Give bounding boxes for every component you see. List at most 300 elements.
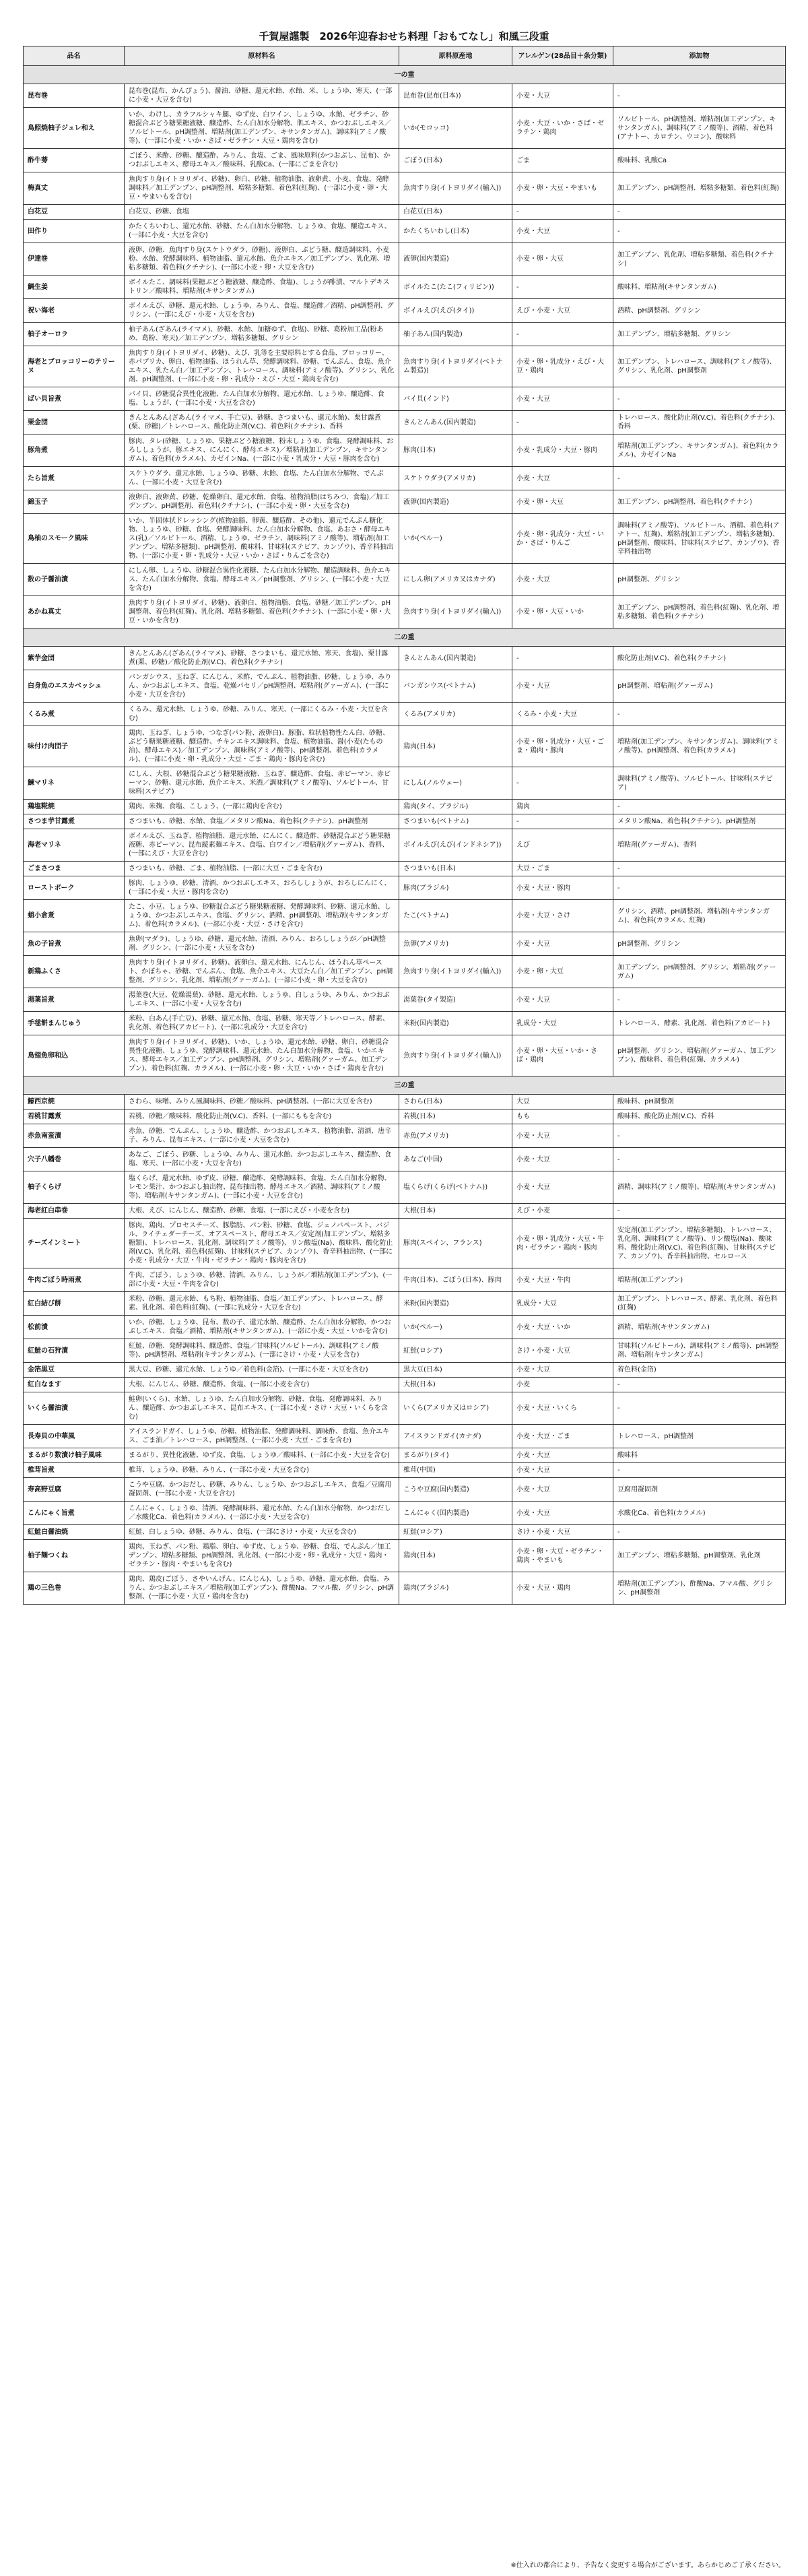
allergen-cell: 小麦・卵・乳成分・大豆・いか・さば・りんご [512,514,613,564]
additives-cell: 安定剤(加工デンプン、増粘多糖類)、トレハロース、乳化剤、調味料(アミノ酸等)、リン酸塩(Na)、酸味料、酸化防止剤(V.C)、着色料(紅麹)、甘味料(ステビア、カンゾウ)、香辛料抽出物、セルロース [613,1219,786,1268]
table-row [24,323,786,346]
table-row [24,1463,786,1478]
origin-cell: 大根(日本) [399,1378,512,1392]
additives-cell: - [613,387,786,411]
origin-cell: いか(ペルー) [399,1316,512,1339]
allergen-cell: 小麦・卵・大豆 [512,243,613,276]
additives-cell: 加工デンプン、pH調整剤、グリシン、増粘剤(グァーガム) [613,956,786,988]
ingredients-cell: 塩くらげ、還元水飴、ゆず皮、砂糖、醸造酢、発酵調味料、食塩、たん白加水分解物、レモン果汁、かつおぶし抽出物、昆布抽出物、酵母エキス／酒精、調味料(アミノ酸等)、増粘剤(キサンタンガム)、(一部に小麦・大豆を含む) [125,1171,399,1204]
product-name-cell: 赤魚南蛮漬 [24,1124,125,1148]
additives-cell: 加工デンプン、pH調整剤、着色料(クチナシ) [613,490,786,514]
ingredients-cell: まるがり、異性化液糖、ゆず皮、食塩、しょうゆ／酸味料、(一部に小麦・大豆を含む) [125,1448,399,1463]
table-row [24,1425,786,1448]
table-row [24,1268,786,1292]
origin-cell: 豚肉(ブラジル) [399,876,512,900]
table-row [24,1540,786,1572]
additives-cell: 着色料(金箔) [613,1363,786,1378]
allergen-cell: 小麦・大豆・牛肉 [512,1268,613,1292]
origin-cell: ボイルたこ(たこ(フィリピン)) [399,276,512,299]
allergen-cell: 小麦・卵・大豆・やまいも [512,172,613,205]
table-row [24,276,786,299]
allergen-cell: 小麦・卵・乳成分・大豆・牛肉・ゼラチン・鶏肉・豚肉 [512,1219,613,1268]
ingredients-cell: 鶏肉、米麹、食塩、こしょう、(一部に鶏肉を含む) [125,800,399,814]
ingredients-cell: ボイルえび、玉ねぎ、植物油脂、還元水飴、にんにく、醸造酢、砂糖混合ぶどう糖果糖液糖、赤ピーマン、昆布縦素麺エキス、食塩、白ワイン／増粘剤(グァーガム)、香料、(一部にえび・大豆を含む) [125,829,399,862]
additives-cell: - [613,988,786,1012]
additives-cell: グリシン、酒精、pH調整剤、増粘剤(キサンタンガム)、着色料(カラメル、紅麹) [613,900,786,932]
table-row [24,149,786,172]
table-row [24,1124,786,1148]
additives-cell: - [613,84,786,108]
product-name-cell: 海老とブロッコリーのテリーヌ [24,346,125,387]
table-row [24,703,786,726]
origin-cell: さつまいも(ベトナム) [399,814,512,829]
product-name-cell: まるがり数漬け柚子風味 [24,1448,125,1463]
origin-cell: いか(モロッコ) [399,108,512,149]
ingredients-cell: いか、砂糖、しょうゆ、昆布、数の子、還元水飴、醸造酢、たん白加水分解物、かつおぶしエキス、食塩／酒精、増粘剤(キサンタンガム)、(一部に小麦・大豆・いかを含む) [125,1316,399,1339]
product-name-cell: 新鶏ふくさ [24,956,125,988]
additives-cell: 加工デンプン、トレハロース、調味料(アミノ酸等)、グリシン、乳化剤、pH調整剤 [613,346,786,387]
allergen-cell: 小麦・大豆・鶏肉 [512,1572,613,1605]
origin-cell: 紅鮭(ロシア) [399,1525,512,1540]
product-name-cell: 若桃甘露煮 [24,1109,125,1124]
table-row [24,1363,786,1378]
product-name-cell: 寿高野豆腐 [24,1478,125,1502]
origin-cell: 黒大豆(日本) [399,1363,512,1378]
allergen-cell: さけ・小麦・大豆 [512,1525,613,1540]
table-row [24,1204,786,1219]
ingredients-cell: 黒大豆、砂糖、還元水飴、しょうゆ／着色料(金箔)、(一部に小麦・大豆を含む) [125,1363,399,1378]
origin-cell: まるがり(タイ) [399,1448,512,1463]
ingredients-cell: アイスランドガイ、しょうゆ、砂糖、植物油脂、発酵調味料、調味酢、食塩、魚介エキス、ごま油／トレハロース、pH調整剤、(一部に小麦・大豆・ごまを含む) [125,1425,399,1448]
product-name-cell: 田作り [24,220,125,243]
additives-cell: 増粘剤(加工デンプン、キサンタンガム)、着色料(カラメル)、カゼインNa [613,434,786,467]
allergen-cell: 大豆・ごま [512,862,613,876]
allergen-cell: えび・小麦 [512,1204,613,1219]
origin-cell: 魚肉すり身(イトヨリダイ(輸入)) [399,596,512,629]
table-row [24,1378,786,1392]
additives-cell: pH調整剤、増粘剤(グァーガム) [613,670,786,703]
table-row [24,434,786,467]
additives-cell: - [613,1463,786,1478]
ingredients-cell: たこ、小豆、しょうゆ、砂糖混合ぶどう糖果糖液糖、発酵調味料、砂糖、還元水飴、しょうゆ、かつおぶしエキス、食塩、グリシン、酒精、pH調整剤、増粘剤(キサンタンガム)、着色料(カラメル)、(一部に小麦・大豆・さけを含む) [125,900,399,932]
product-name-cell: ばい貝旨煮 [24,387,125,411]
document-title: 千賀屋謹製 2026年迎春おせち料理「おもてなし」和風三段重 [259,30,549,42]
origin-cell: バイ貝(インド) [399,387,512,411]
product-name-cell: 鰊マリネ [24,767,125,800]
table-row [24,1339,786,1363]
origin-cell: 液卵(国内製造) [399,490,512,514]
tier-heading: 三の重 [24,1076,786,1095]
allergen-cell: - [512,647,613,670]
product-name-cell: 鳥翅魚卵和込 [24,1035,125,1076]
table-row [24,1392,786,1425]
table-row [24,346,786,387]
product-name-cell: 穴子八幡巻 [24,1148,125,1171]
product-name-cell: チーズインミート [24,1219,125,1268]
origin-cell: きんとんあん(国内製造) [399,647,512,670]
product-name-cell: 味付け肉団子 [24,726,125,767]
product-name-cell: 湯葉旨煮 [24,988,125,1012]
ingredients-cell: にしん卵、しょうゆ、砂糖混合異性化液糖、たん白加水分解物、醸造調味料、魚介エキス、たん白加水分解物、食塩、酵母エキス／pH調整剤、グリシン、(一部に小麦・大豆を含む) [125,564,399,596]
table-row [24,596,786,629]
table-row [24,767,786,800]
table-row [24,1219,786,1268]
product-name-cell: 魚の子旨煮 [24,932,125,956]
additives-cell: メタリン酸Na、着色料(クチナシ)、pH調整剤 [613,814,786,829]
table-row [24,243,786,276]
additives-cell: pH調整剤、グリシン [613,564,786,596]
tier-heading-row [24,1076,786,1095]
allergen-cell: 小麦・大豆・いか [512,1316,613,1339]
ingredients-cell: 赤魚、砂糖、でんぷん、しょうゆ、醸造酢、かつおぶしエキス、植物油脂、清酒、唐辛子、みりん、昆布エキス、(一部に小麦・大豆を含む) [125,1124,399,1148]
ingredients-cell: いか、半固体状ドレッシング(植物油脂、卵黄、醸造酢、その他)、還元でんぷん糖化物、しょうゆ、砂糖、食塩、発酵調味料、たん白加水分解物、食塩、あおさ・酵母エキス(乳)／ソルビトール、酒精、しょうゆ、ゼラチン、調味料(アミノ酸等)、増粘剤(加工デンプン、増粘多糖類)、pH調整剤、酸味料、甘味料(ステビア、カンゾウ)、香辛料抽出物、(一部に小麦・卵・乳成分・大豆・いか・さば・りんごを含む) [125,514,399,564]
additives-cell: 酸味料、pH調整剤 [613,1095,786,1109]
product-name-cell: 鯛生姜 [24,276,125,299]
ingredients-cell: かたくちいわし、還元水飴、砂糖、たん白加水分解物、しょうゆ、食塩、醸造エキス、(一部に小麦・大豆を含む) [125,220,399,243]
table-row [24,1148,786,1171]
table-row [24,411,786,434]
additives-cell: 加工デンプン、pH調整剤、増粘多糖類、着色料(紅麹) [613,172,786,205]
additives-cell: トレハロース、pH調整剤 [613,1425,786,1448]
ingredients-cell: 牛肉、ごぼう、しょうゆ、砂糖、清酒、みりん、しょうが／増粘剤(加工デンプン)、(一部に小麦・大豆・牛肉を含む) [125,1268,399,1292]
table-row [24,220,786,243]
origin-cell: にしん卵(アメリカ又はカナダ) [399,564,512,596]
table-body [24,66,786,1605]
product-name-cell: 白身魚のエスカベッシュ [24,670,125,703]
allergen-cell: 小麦・卵・大豆 [512,490,613,514]
allergen-cell: えび・小麦・大豆 [512,299,613,323]
origin-cell: 湯葉巻(タイ製造) [399,988,512,1012]
additives-cell: - [613,1148,786,1171]
table-row [24,1502,786,1525]
product-name-cell: 蛸小倉煮 [24,900,125,932]
ingredients-cell: 柚子あん(ざあん(ライマメ)、砂糖、水飴、加糖ゆず、食塩)、砂糖、葛粉加工品(粉あめ、葛粉、寒天)／加工デンプン、増粘多糖類、グリシン [125,323,399,346]
additives-cell: トレハロース、酸化防止剤(V.C)、着色料(クチナシ)、香料 [613,411,786,434]
additives-cell: 甘味料(ソルビトール)、調味料(アミノ酸等)、pH調整剤、増粘剤(キサンタンガム) [613,1339,786,1363]
ingredients-cell: くるみ、還元水飴、しょうゆ、砂糖、みりん、寒天、(一部にくるみ・小麦・大豆を含む) [125,703,399,726]
additives-cell: - [613,800,786,814]
allergen-cell: 小麦・大豆 [512,1171,613,1204]
allergen-cell: 乳成分・大豆 [512,1012,613,1035]
allergen-cell: - [512,411,613,434]
allergen-cell: ごま [512,149,613,172]
origin-cell: いか(ペルー) [399,514,512,564]
ingredients-cell: 米粉、白あん(手亡豆)、砂糖、還元水飴、食塩、砂糖、寒天等／トレハロース、酵素、乳化剤、着色料(アカビート)、(一部に乳成分・大豆を含む) [125,1012,399,1035]
origin-cell: いくら(アメリカ又はロシア) [399,1392,512,1425]
additives-cell: 酸化防止剤(V.C)、着色料(クチナシ) [613,647,786,670]
ingredients-cell: さわら、味噌、みりん風調味料、砂糖／酸味料、pH調整剤、(一部に大豆を含む) [125,1095,399,1109]
origin-cell: 液卵(国内製造) [399,243,512,276]
allergen-cell: 小麦・大豆 [512,564,613,596]
allergen-cell: 小麦・大豆 [512,1463,613,1478]
product-name-cell: 栗金団 [24,411,125,434]
additives-cell: - [613,1204,786,1219]
product-name-cell: ごまさつま [24,862,125,876]
additives-cell: 酸味料、酸化防止剤(V.C)、香料 [613,1109,786,1124]
allergen-cell: 鶏肉 [512,800,613,814]
origin-cell: 魚肉すり身(イトヨリダイ(輸入)) [399,1035,512,1076]
origin-cell: 柚子あん(国内製造) [399,323,512,346]
allergen-cell: 小麦・大豆 [512,1363,613,1378]
origin-cell: 鶏肉(ブラジル) [399,1572,512,1605]
origin-cell: 椎茸(中国) [399,1463,512,1478]
product-name-cell: 鰆西京焼 [24,1095,125,1109]
ingredients-cell: こんにゃく、しょうゆ、清酒、発酵調味料、還元水飴、たん白加水分解物、かつおだし／水酸化Ca、着色料(カラメル)、(一部に小麦・大豆を含む) [125,1502,399,1525]
allergen-cell: 小麦・大豆・さけ [512,900,613,932]
allergen-cell: 小麦・大豆 [512,1448,613,1463]
allergen-cell: - [512,323,613,346]
allergen-cell: 小麦・卵・乳成分・えび・大豆・鶏肉 [512,346,613,387]
origin-cell: バンガシウス(ベトナム) [399,670,512,703]
additives-cell: トレハロース、酵素、乳化剤、着色料(アカビート) [613,1012,786,1035]
origin-cell: あなご(中国) [399,1148,512,1171]
table-row [24,932,786,956]
table-row [24,829,786,862]
origin-cell: 魚肉すり身(イトヨリダイ(輸入)) [399,172,512,205]
product-name-cell: 手毬餅まんじゅう [24,1012,125,1035]
header-ingredients: 原材料名 [125,46,399,66]
product-name-cell: 柚子麺つくね [24,1540,125,1572]
ingredients-cell: ごぼう、米酢、砂糖、醸造酢、みりん、食塩、ごま、風味原料(かつおぶし、昆布)、かつおぶしエキス、酵母エキス／酸味料、乳酸Ca、(一部にごまを含む) [125,149,399,172]
allergen-cell: もも [512,1109,613,1124]
product-name-cell: 祝い海老 [24,299,125,323]
origin-cell: 豚肉(スペイン、フランス) [399,1219,512,1268]
tier-heading-row [24,629,786,647]
allergen-cell: 小麦・卵・大豆・いか・さば・鶏肉 [512,1035,613,1076]
allergen-cell: 小麦・大豆・いか・さば・ゼラチン・鶏肉 [512,108,613,149]
ingredients-cell: 湯葉巻(大豆、乾燥湯葉)、砂糖、還元水飴、しょうゆ、白しょうゆ、みりん、かつおぶしエキス、(一部に小麦・大豆を含む) [125,988,399,1012]
table-row [24,1012,786,1035]
additives-cell: - [613,1392,786,1425]
origin-cell: さつまいも(日本) [399,862,512,876]
allergen-cell: 小麦・乳成分・大豆・豚肉 [512,434,613,467]
table-row [24,814,786,829]
table-row [24,1292,786,1316]
product-name-cell: 柚子オーロラ [24,323,125,346]
ingredients-cell: 魚肉すり身(イトヨリダイ、砂糖)、卵白、砂糖、植物油脂、液卵黄、小麦、食塩、発酵調味料／加工デンプン、pH調整剤、増粘多糖類、着色料(紅麹)、(一部に小麦・卵・大豆・やまいもを含む) [125,172,399,205]
table-row [24,490,786,514]
origin-cell: 豚肉(日本) [399,434,512,467]
ingredients-cell: 鶏肉、鶏皮(ごぼう、さやいんげん、にんじん)、しょうゆ、砂糖、還元水飴、食塩、みりん、かつおぶしエキス／増粘剤(加工デンプン)、酢酸Na、フマル酸、グリシン、pH調整剤、(一部に小麦・大豆・鶏肉を含む) [125,1572,399,1605]
allergen-cell: 小麦・大豆 [512,220,613,243]
additives-cell: 豆腐用凝固剤 [613,1478,786,1502]
origin-cell: 若桃(日本) [399,1109,512,1124]
additives-cell: pH調整剤、グリシン、増粘剤(グァーガム、加工デンプン)、酸味料、着色料(紅麹、カラメル) [613,1035,786,1076]
allergen-cell: 小麦・卵・大豆 [512,956,613,988]
allergen-cell: - [512,205,613,220]
ingredients-cell: 魚肉すり身(イトヨリダイ、砂糖)、いか、しょうゆ、還元水飴、砂糖、卵白、砂糖混合異性化液糖、しょうゆ、発酵調味料、還元水飴、たん白加水分解物、食塩、いかエキス、酵母エキス／加工デンプン、pH調整剤、グリシン、増粘剤(グァーガム、加工デンプン)、着色料(紅麹、カラメル)、(一部に小麦・卵・大豆・いか・さば・鶏肉を含む) [125,1035,399,1076]
table-row [24,564,786,596]
allergen-cell: 小麦・大豆・ごま [512,1425,613,1448]
table-row [24,670,786,703]
allergen-cell: 小麦・大豆 [512,932,613,956]
ingredients-cell: こうや豆腐、かつおだし、砂糖、みりん、しょうゆ、かつおぶしエキス、食塩／豆腐用凝固剤、(一部に小麦・大豆を含む) [125,1478,399,1502]
ingredients-cell: 紅鮭、白しょうゆ、砂糖、みりん、食塩、(一部にさけ・小麦・大豆を含む) [125,1525,399,1540]
origin-cell: 塩くらげ(くらげ(ベトナム)) [399,1171,512,1204]
table-row [24,956,786,988]
product-name-cell: 柚子くらげ [24,1171,125,1204]
header-allergens: アレルゲン(28品目＋条分類) [512,46,613,66]
table-row [24,647,786,670]
origin-cell: にしん(ノルウェー) [399,767,512,800]
product-name-cell: 豚角煮 [24,434,125,467]
table-row [24,862,786,876]
ingredients-cell: ボイルたこ、調味料(果糖ぶどう糖液糖、醸造酢、食塩)、しょうが酢漬、マルトデキストリン／酸味料、増粘剤(キサンタンガム) [125,276,399,299]
table-row [24,1171,786,1204]
additives-cell: pH調整剤、グリシン [613,932,786,956]
ingredients-cell: 大根、えび、にんじん、醸造酢、砂糖、食塩、(一部にえび・小麦を含む) [125,1204,399,1219]
allergen-cell: 小麦・大豆 [512,467,613,490]
table-row [24,1095,786,1109]
origin-cell: スケトウダラ(アメリカ) [399,467,512,490]
product-name-cell: 鳥柚のスモーク風味 [24,514,125,564]
product-name-cell: 海老紅白串巻 [24,1204,125,1219]
origin-cell: 鶏肉(タイ、ブラジル) [399,800,512,814]
product-name-cell: 紅鮭白醤油焼 [24,1525,125,1540]
additives-cell: 酸味料、増粘剤(キサンタンガム) [613,276,786,299]
allergen-cell: 小麦 [512,1378,613,1392]
product-name-cell: 海老マリネ [24,829,125,862]
origin-cell: 赤魚(アメリカ) [399,1124,512,1148]
table-row [24,800,786,814]
origin-cell: ごぼう(日本) [399,149,512,172]
ingredients-cell: 米粉、砂糖、還元水飴、もち粉、植物油脂、食塩／加工デンプン、トレハロース、酵素、乳化剤、着色料(紅麹)、(一部に乳成分・大豆を含む) [125,1292,399,1316]
product-name-cell: 数の子醤油漬 [24,564,125,596]
product-name-cell: 椎茸旨煮 [24,1463,125,1478]
ingredients-cell: 魚肉すり身(イトヨリダイ、砂糖)、えび、乳等を主要原料とする食品、ブロッコリー、赤パプリカ、卵白、植物油脂、ほうれん草、発酵調味料、砂糖、でんぷん、食塩、魚介エキス、乳たん白／加工デンプン、トレハロース、調味料(アミノ酸等)、グリシン、乳化剤、pH調整剤、(一部に小麦・卵・乳成分・えび・大豆・鶏肉を含む) [125,346,399,387]
ingredients-cell: さつまいも、砂糖、水飴、食塩／メタリン酸Na、着色料(クチナシ)、pH調整剤 [125,814,399,829]
table-header-row [24,46,786,66]
additives-cell: 酸味料、乳酸Ca [613,149,786,172]
additives-cell: 調味料(アミノ酸等)、ソルビトール、酒精、着色料(アナトー、紅麹)、増粘剤(加工デンプン、増粘多糖類)、pH調整剤、酸味料、甘味料(ステビア、カンゾウ)、香辛料抽出物 [613,514,786,564]
product-name-cell: こんにゃく旨煮 [24,1502,125,1525]
allergen-cell: えび [512,829,613,862]
allergen-cell: 小麦・大豆 [512,1502,613,1525]
ingredients-cell: 豚肉、しょうゆ、砂糖、清酒、かつおぶしエキス、おろししょうが、おろしにんにく、(一部に小麦・大豆・豚肉を含む) [125,876,399,900]
additives-cell: - [613,703,786,726]
tier-heading-row [24,66,786,84]
ingredients-cell: 液卵、砂糖、魚肉すり身(スケトウダラ、砂糖)、液卵白、ぶどう糖、醸造調味料、小麦粉、水飴、発酵調味料、植物油脂、還元水飴、魚介エキス／加工デンプン、乳化剤、増粘多糖類、着色料(クチナシ)、(一部に小麦・卵・大豆を含む) [125,243,399,276]
additives-cell: 酒精、pH調整剤、グリシン [613,299,786,323]
origin-cell: かたくちいわし(日本) [399,220,512,243]
additives-cell: - [613,1378,786,1392]
allergen-cell: 小麦・卵・乳成分・大豆・ごま・鶏肉・豚肉 [512,726,613,767]
product-name-cell: 紅白結び餅 [24,1292,125,1316]
product-name-cell: 昆布巻 [24,84,125,108]
table-row [24,299,786,323]
additives-cell: - [613,220,786,243]
origin-cell: 牛肉(日本)、ごぼう(日本)、豚肉 [399,1268,512,1292]
table-row [24,467,786,490]
ingredients-cell: バイ貝、砂糖混合異性化液糖、たん白加水分解物、還元水飴、しょうゆ、醸造酢、食塩、しょうが、(一部に小麦・大豆を含む) [125,387,399,411]
table-row [24,205,786,220]
ingredients-cell: 魚肉すり身(イトヨリダイ、砂糖)、液卵白、植物油脂、食塩、砂糖／加工デンプン、pH調整剤、着色料(紅麹)、乳化剤、増粘多糖類、着色料(クチナシ)、(一部に小麦・卵・大豆・いかを含む) [125,596,399,629]
additives-cell: 加工デンプン、増粘多糖類、グリシン [613,323,786,346]
additives-cell: 増粘剤(加工デンプン、キサンタンガム)、調味料(アミノ酸等)、pH調整剤、着色料(カラメル) [613,726,786,767]
ingredients-cell: スケトウダラ、還元水飴、しょうゆ、砂糖、水飴、食塩、たん白加水分解物、でんぷん、(一部に小麦・大豆を含む) [125,467,399,490]
product-name-cell: 長寿貝の中華風 [24,1425,125,1448]
table-row [24,1109,786,1124]
additives-cell: - [613,1124,786,1148]
product-name-cell: 牛肉ごぼう時雨煮 [24,1268,125,1292]
origin-cell: くるみ(アメリカ) [399,703,512,726]
origin-cell: きんとんあん(国内製造) [399,411,512,434]
table-row [24,1316,786,1339]
product-name-cell: 錦玉子 [24,490,125,514]
ingredients-cell: 液卵白、液卵黄、砂糖、乾燥卵白、還元水飴、食塩、植物油脂(はちみつ、食塩)／加工デンプン、pH調整剤、着色料(クチナシ)、(一部に小麦・卵・大豆を含む) [125,490,399,514]
product-name-cell: ローストポーク [24,876,125,900]
additives-cell: 調味料(アミノ酸等)、ソルビトール、甘味料(ステビア) [613,767,786,800]
allergen-cell: 小麦・大豆 [512,988,613,1012]
table-row [24,876,786,900]
ingredients-cell: 魚卵(マダラ)、しょうゆ、砂糖、還元水飴、清酒、みりん、おろししょうが／pH調整剤、グリシン、(一部に小麦・大豆を含む) [125,932,399,956]
tier-heading: 一の重 [24,66,786,84]
allergen-cell: 乳成分・大豆 [512,1292,613,1316]
additives-cell: - [613,467,786,490]
origin-cell: 魚肉すり身(イトヨリダイ(輸入)) [399,956,512,988]
ingredients-table [23,46,786,1605]
ingredients-cell: 鮭卵(いくら)、水飴、しょうゆ、たん白加水分解物、砂糖、食塩、発酵調味料、みりん、醸造酢、かつおぶしエキス、昆布エキス、(一部に小麦・さけ・大豆・いくらを含む) [125,1392,399,1425]
additives-cell: ソルビトール、pH調整剤、増粘剤(加工デンプン、キサンタンガム)、調味料(アミノ酸等)、酒精、着色料(アナトー、カロテン、ウコン)、酸味料 [613,108,786,149]
ingredients-cell: 昆布巻(昆布、かんぴょう)、醤油、砂糖、還元水飴、水飴、米、しょうゆ、寒天、(一部に小麦・大豆を含む) [125,84,399,108]
allergen-cell: 小麦・大豆・いくら [512,1392,613,1425]
ingredients-cell: 豚肉、タレ(砂糖、しょうゆ、果糖ぶどう糖液糖、粉末しょうゆ、食塩、発酵調味料、おろししょうが、豚エキス、にんにく、酵母エキス)／増粘剤(加工デンプン、キサンタンガム)、着色料(カラメル)、カゼインNa、(一部に小麦・乳成分・大豆・豚肉を含む) [125,434,399,467]
product-name-cell: 紫芋金団 [24,647,125,670]
header-additives: 添加物 [613,46,786,66]
origin-cell: 紅鮭(ロシア) [399,1339,512,1363]
allergen-cell: 小麦・大豆 [512,670,613,703]
product-name-cell: 白花豆 [24,205,125,220]
allergen-cell: 小麦・大豆 [512,1148,613,1171]
origin-cell: 魚卵(アメリカ) [399,932,512,956]
origin-cell: 大根(日本) [399,1204,512,1219]
additives-cell: 加工デンプン、乳化剤、増粘多糖類、着色料(クチナシ) [613,243,786,276]
origin-cell: たこ(ベトナム) [399,900,512,932]
ingredients-cell: いか、わけし、カラフルシャキ腿、ゆず皮、白ワイン、しょうゆ、水飴、ゼラチン、砂糖混合ぶどう糖果糖液糖、醸造酢、たん白加水分解物、肌エキス、かつおぶしエキス／ソルビトール、pH調整剤、増粘剤(加工デンプン、キサンタンガム)、調味料(アミノ酸等)、(一部に小麦・いか・さば・ゼラチン・大豆・鶏肉を含む) [125,108,399,149]
product-name-cell: 伊達巻 [24,243,125,276]
ingredients-cell: にしん、大根、砂糖混合ぶどう糖果糖液糖、玉ねぎ、醸造酢、食塩、赤ピーマン、赤ピーマン、砂糖、還元水飴、魚介エキス、米酒／調味料(アミノ酸等)、ソルビトール、甘味料(ステビア) [125,767,399,800]
ingredients-cell: 鶏肉、玉ねぎ、パン粉、鶏脂、卵白、ゆず皮、しょうゆ、砂糖、食塩、でんぷん／加工デンプン、増粘多糖類、pH調整剤、乳化剤、(一部に小麦・卵・乳成分・大豆・鶏肉・ゼラチン・豚肉・やまいもを含む) [125,1540,399,1572]
table-row [24,84,786,108]
table-row [24,726,786,767]
origin-cell: 鶏肉(日本) [399,1540,512,1572]
product-name-cell: あかね真丈 [24,596,125,629]
allergen-cell: 小麦・大豆 [512,387,613,411]
additives-cell: 増粘剤(加工デンプン)、酢酸Na、フマル酸、グリシン、pH調整剤 [613,1572,786,1605]
origin-cell: 米粉(国内製造) [399,1292,512,1316]
table-row [24,172,786,205]
additives-cell: 加工デンプン、増粘多糖類、pH調整剤、乳化剤 [613,1540,786,1572]
origin-cell: ボイルえび(えび(インドネシア)) [399,829,512,862]
product-name-cell: 松前漬 [24,1316,125,1339]
ingredients-cell: きんとんあん(ざあん(ライマメ)、砂糖、さつまいも、還元水飴、寒天、食塩)、栗甘露煮(栗、砂糖)／酸化防止剤(V.C)、着色料(クチナシ) [125,647,399,670]
additives-cell: 酒精、調味料(アミノ酸等)、増粘剤(キサンタンガム) [613,1171,786,1204]
product-name-cell: いくら醤油漬 [24,1392,125,1425]
product-name-cell: たら旨煮 [24,467,125,490]
additives-cell: 加工デンプン、トレハロース、酵素、乳化剤、着色料(紅麹) [613,1292,786,1316]
allergen-cell: 小麦・大豆・豚肉 [512,876,613,900]
product-name-cell: 紅白なます [24,1378,125,1392]
product-name-cell: さつま芋甘露煮 [24,814,125,829]
product-name-cell: くるみ煮 [24,703,125,726]
table-row [24,514,786,564]
product-name-cell: 鶏塩糀焼 [24,800,125,814]
origin-cell: 昆布巻(昆布(日本)) [399,84,512,108]
ingredients-cell: きんとんあん(ざあん(ライマメ、手亡豆)、砂糖、さつまいも、還元水飴)、栗甘露煮(栗、砂糖)／トレハロース、酸化防止剤(V.C)、着色料(クチナシ)、香料 [125,411,399,434]
additives-cell: - [613,862,786,876]
additives-cell: 酒精、増粘剤(キサンタンガム) [613,1316,786,1339]
tier-heading: 二の重 [24,629,786,647]
